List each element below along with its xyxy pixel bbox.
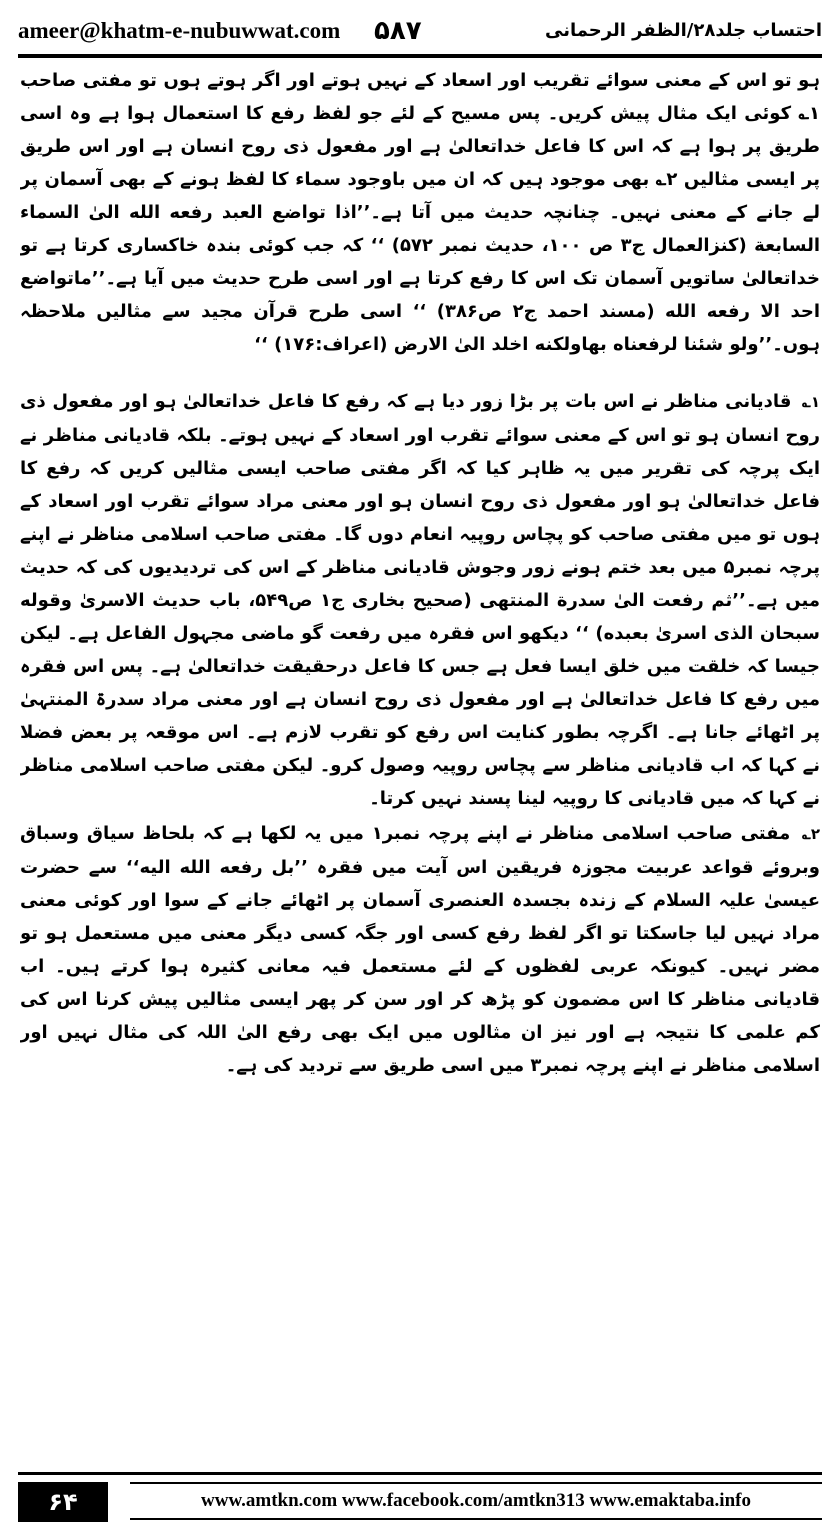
footnote-1-marker: ۱؎ <box>802 393 820 411</box>
footnote-1 <box>20 385 820 815</box>
page-footer <box>18 1482 822 1528</box>
footnote-2 <box>20 817 820 1082</box>
header-email: ameer@khatm-e-nubuwwat.com <box>18 18 341 43</box>
page-header <box>18 14 822 48</box>
header-title: احتساب جلد۲۸/الظفر الرحمانی <box>545 20 822 41</box>
header-rule <box>18 54 822 58</box>
header-page-number: ۵۸۷ <box>374 16 422 46</box>
page-content <box>20 64 820 1454</box>
footnotes <box>20 385 820 1082</box>
footer-rule <box>18 1472 822 1475</box>
footnote-2-text: مفتی صاحب اسلامی مناظر نے اپنے پرچہ نمبر۱ میں یہ لکھا ہے کہ بلحاظ سیاق وسباق وبروئے قواعد عربیت مجوزہ فریقین اس آیت میں فقرہ ’’بل رفعه الله الیه‘‘ سے حضرت عیسیٰ علیہ السلام کے زندہ بجسدہ العنصری آسمان پر اٹھائے جانے کے سوا اور کوئی معنی مراد نہیں لیا جاسکتا تو اگر لفظ رفع کسی اور جگہ کسی دیگر معنی میں مستعمل ہو تو مضر نہیں۔ کیونکہ عربی لفظوں کے لئے مستعمل فیہ معانی کثیرہ ہوا کرتے ہیں۔ اب قادیانی مناظر کا اس مضمون کو پڑھ کر اور سن کر پھر ایسی مثالیں پیش کرنا اس کی کم علمی کا نتیجہ ہے اور نیز ان مثالوں میں ایک بھی رفع الیٰ اللہ کی مثال نہیں اور اسلامی مناظر نے اپنے پرچہ نمبر۳ میں اسی طریق سے تردید کی ہے۔ <box>20 823 820 1076</box>
footnote-1-text: قادیانی مناظر نے اس بات پر بڑا زور دیا ہے کہ رفع کا فاعل خداتعالیٰ ہو اور مفعول ذی روح انسان ہو تو اس کے معنی سوائے تقرب اور اسعاد کے نہیں ہوتے۔ بلکہ قادیانی مناظر نے ایک پرچہ کی تقریر میں یہ ظاہر کیا کہ اگر مفتی صاحب ایسی مثالیں کریں کہ رفع کا فاعل خداتعالیٰ ہو اور مفعول ذی روح انسان ہو اور معنی مراد سوائے تقرب اور اسعاد کے ہوں تو میں مفتی صاحب کو پچاس روپیہ انعام دوں گا۔ مفتی صاحب اسلامی مناظر نے اپنے پرچہ نمبر۵ میں بعد ختم ہونے زور وجوش قادیانی مناظر کے اس کی تردیدیوں کی کہ حدیث میں ہے۔’’ثم رفعت الیٰ سدرة المنتهی (صحیح بخاری ج۱ ص۵۴۹، باب حدیث الاسریٰ وقوله سبحان الذی اسریٰ بعبده) ‘‘ دیکھو اس فقرہ میں رفعت گو ماضی مجہول الفاعل ہے۔ لیکن جیسا کہ خلقت میں خلق ایسا فعل ہے جس کا فاعل درحقیقت خداتعالیٰ ہے۔ پس اس فقرہ میں رفع کا فاعل خداتعالیٰ ہے اور مفعول ذی روح انسان ہے اور معنی مراد سدرۃ المنتہیٰ پر اٹھائے جانا ہے۔ اگرچہ بطور کنایت اس رفع کو تقرب لازم ہے۔ اس موقعہ پر بعض فضلا نے کہا کہ اب قادیانی مناظر سے پچاس روپیہ وصول کرو۔ لیکن مفتی صاحب اسلامی مناظر نے کہا کہ میں قادیانی کا روپیہ لینا پسند نہیں کرتا۔ <box>20 391 820 809</box>
footer-links[interactable]: www.amtkn.com www.facebook.com/amtkn313 www.emaktaba.info <box>130 1482 822 1520</box>
footer-page-marker: ۶۴ <box>18 1482 108 1522</box>
main-paragraph: ہو تو اس کے معنی سوائے تقریب اور اسعاد کے نہیں ہوتے اور اگر ہوتے ہوں تو مفتی صاحب ۱؎ کوئی ایک مثال پیش کریں۔ پس مسیح کے لئے جو لفظ رفع کا استعمال ہوا ہے وہ اسی طریق پر ہوا ہے کہ اس کا فاعل خداتعالیٰ ہے اور مفعول ذی روح انسان ہے اور اس طریق پر ایسی مثالیں ۲؎ بھی موجود ہیں کہ ان میں باوجود سماء کا لفظ ہونے کے بھی آسمان پر لے جانے کے معنی نہیں۔ چنانچہ حدیث میں آتا ہے۔’’اذا تواضع العبد رفعه الله الیٰ السماء السابعة (کنزالعمال ج۳ ص ۱۰۰، حدیث نمبر ۵۷۲) ‘‘ کہ جب کوئی بندہ خاکساری کرتا ہے تو خداتعالیٰ ساتویں آسمان تک اس کا رفع کرتا ہے اور اسی طرح حدیث میں آیا ہے۔’’ماتواضع احد الا رفعه الله (مسند احمد ج۲ ص۳۸۶) ‘‘ اسی طرح قرآن مجید سے مثالیں ملاحظہ ہوں۔’’ولو شئنا لرفعناه بهاولکنه اخلد الیٰ الارض (اعراف:۱۷۶) ‘‘ <box>20 70 820 355</box>
footnote-2-marker: ۲؎ <box>802 825 820 843</box>
